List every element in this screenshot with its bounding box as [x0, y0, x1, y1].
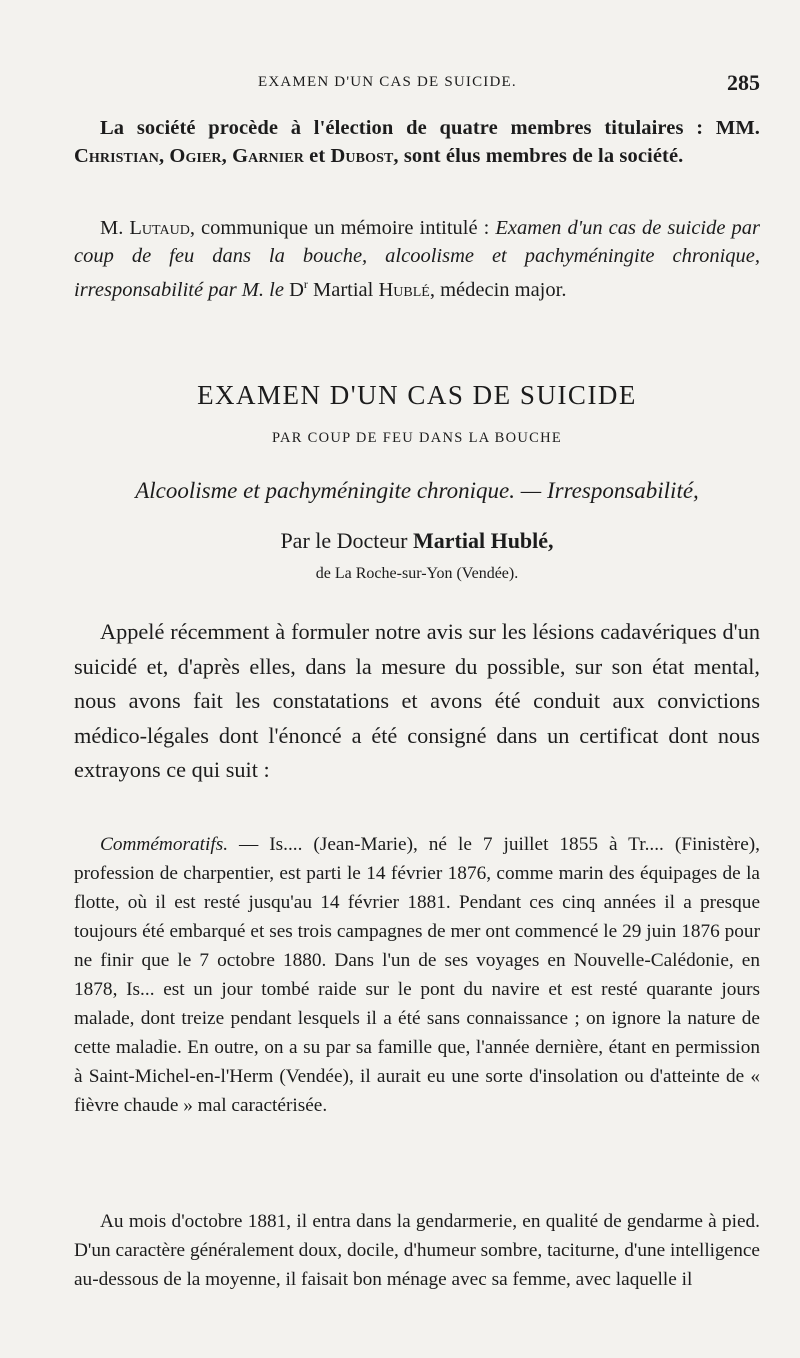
memoir-title: Examen d'un cas de suicide par coup de feu dans la bouche, alcoolisme et pachyméningite chronique, irresponsabilité par M. le: [74, 217, 760, 301]
member-name: Dubost: [330, 145, 394, 167]
running-head-title: EXAMEN D'UN CAS DE SUICIDE.: [258, 74, 517, 90]
section-label: Commémoratifs.: [100, 834, 229, 855]
article-byline: [74, 528, 760, 554]
intro-text: Martial: [307, 278, 379, 301]
article-place: de La Roche-sur-Yon (Vendée).: [315, 565, 519, 582]
body-text: — Is.... (Jean-Marie), né le 7 juillet 1855 à Tr.... (Finistère), profession de charpentier, est parti le 14 février 1876, comme marin des équipages de la flotte, où il est resté jusqu'au 14 février 1881. Pendant ces cinq années il a presque toujours été embarqué et ses trois campagnes de mer ont commencé le 29 juin 1876 pour ne finir que le 7 octobre 1880. Dans l'un de ses voyages en Nouvelle-Calédonie, en 1878, Is... est un jour tombé raide sur le pont du navire et est resté quarante jours malade, dont treize pendant lesquels il a été sans connaissance ; on ignore la nature de cette maladie. En outre, on a su par sa famille que, l'année dernière, étant en permission à Saint-Michel-en-l'Herm (Vendée), il aurait eu une sorte d'insolation ou d'atteinte de « fièvre chaude » mal caractérisée.: [74, 834, 760, 1116]
intro-text: , communique un mémoire intitulé :: [189, 217, 496, 239]
superscript: r: [303, 277, 308, 291]
intro-paragraph-election: [74, 114, 760, 170]
member-names: Christian, Ogier, Garnier: [74, 145, 304, 167]
body-paragraph-commemoratifs: [74, 830, 760, 1120]
author-name: Hublé: [378, 278, 430, 301]
intro-paragraph-communication: [74, 214, 760, 304]
intro-text: , médecin major.: [429, 278, 567, 301]
author-name: Lutaud: [129, 217, 190, 239]
intro-text: , sont élus membres de la société.: [393, 145, 684, 167]
article-subtitle-italic: Alcoolisme et pachyméningite chronique. — Irresponsabilité,: [135, 478, 699, 503]
byline-prefix: Par le Docteur: [280, 528, 413, 553]
body-paragraph-intro: Appelé récemment à formuler notre avis sur les lésions cadavériques d'un suicidé et, d'après elles, dans la mesure du possible, sur son état mental, nous avons fait les constatations et avons été conduit aux convictions médico-légales dont l'énoncé a été consigné dans un certificat dont nous extrayons ce qui suit :: [74, 619, 760, 782]
body-paragraph-gendarmerie: Au mois d'octobre 1881, il entra dans la gendarmerie, en qualité de gendarme à pied. D'un caractère généralement doux, docile, d'humeur sombre, taciturne, d'une intelligence au-dessous de la moyenne, il faisait bon ménage avec sa femme, avec laquelle il: [74, 1211, 760, 1290]
intro-text: M.: [100, 217, 130, 239]
byline-author: Martial Hublé,: [413, 528, 554, 553]
intro-text: D: [283, 278, 304, 301]
article-subtitle: PAR COUP DE FEU DANS LA BOUCHE: [271, 430, 563, 446]
intro-text: et: [303, 145, 331, 167]
page-number: 285: [727, 70, 760, 95]
article-title: EXAMEN D'UN CAS DE SUICIDE: [197, 380, 637, 410]
intro-text: La société procède à l'élection de quatre membres titulaires : MM.: [100, 117, 760, 139]
running-head: [74, 70, 760, 100]
